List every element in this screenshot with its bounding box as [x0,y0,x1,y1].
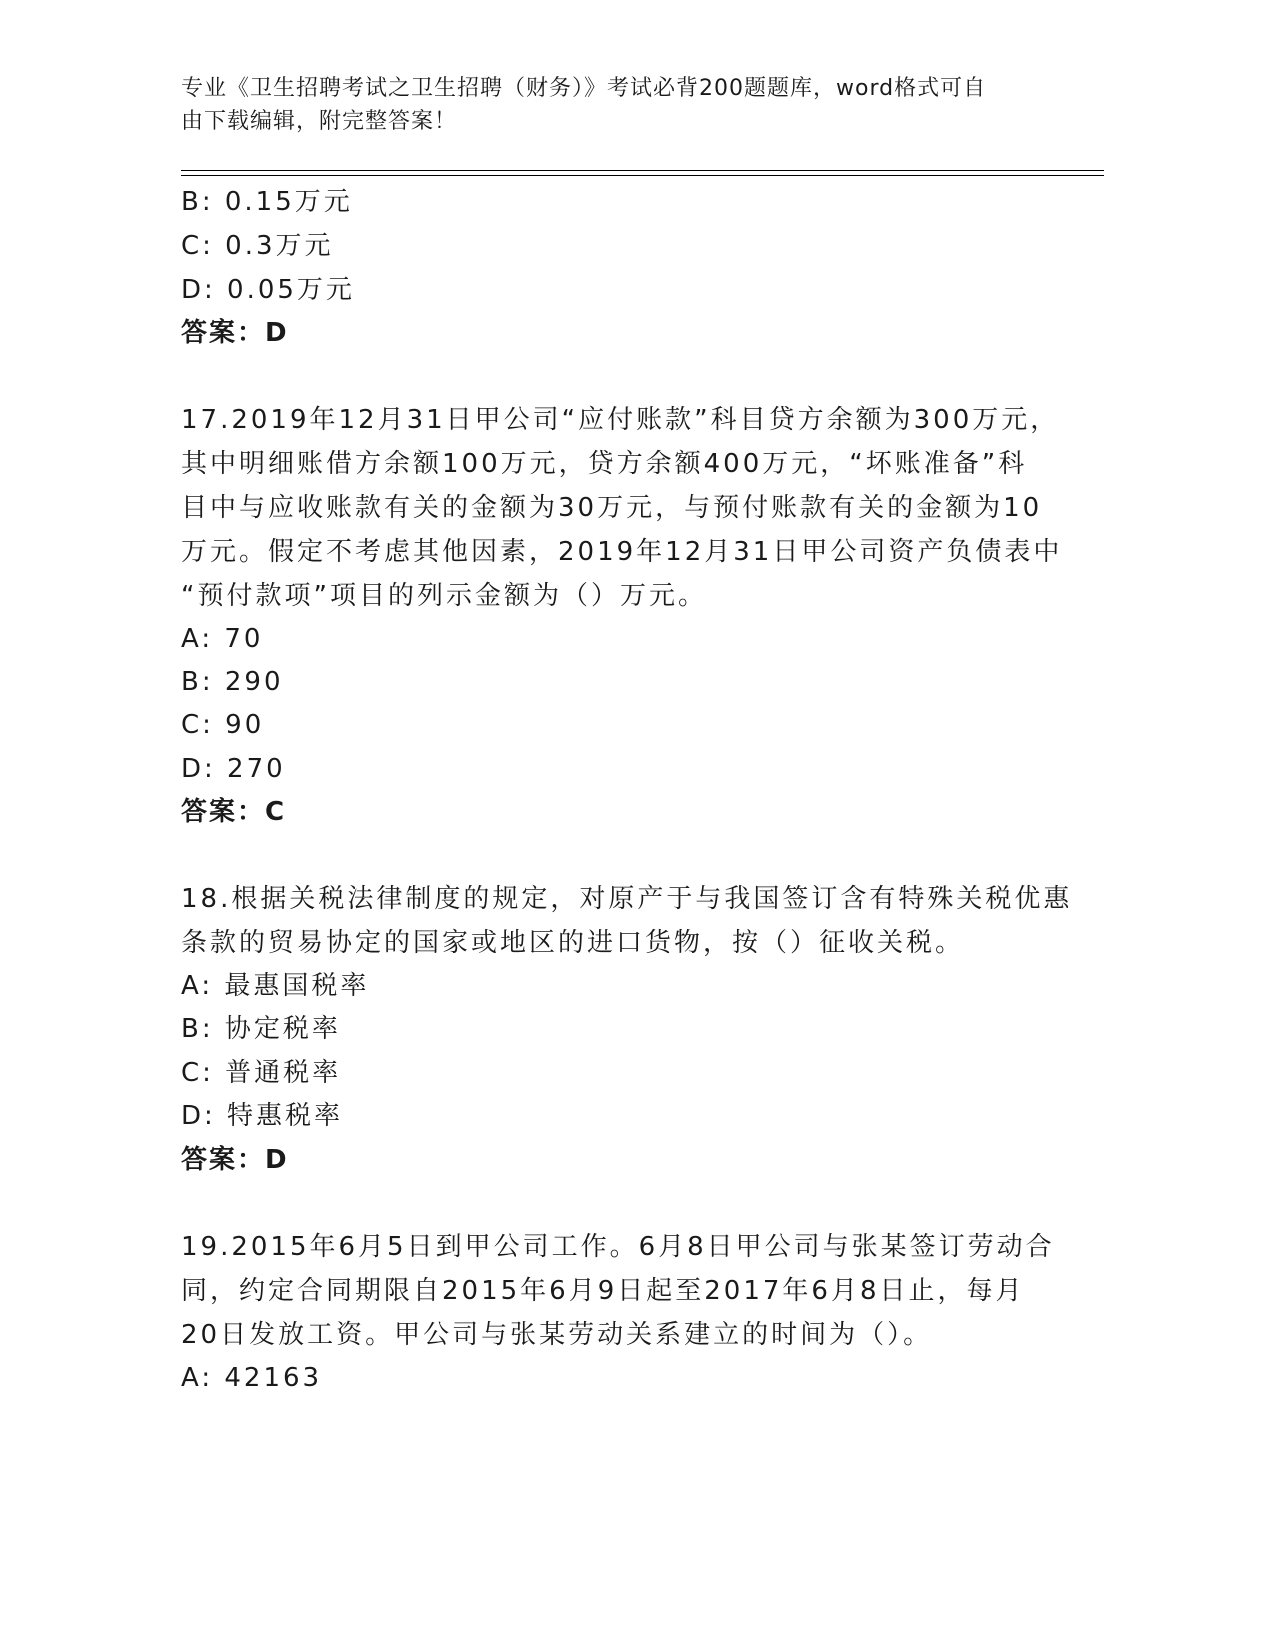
q17-option-b: B: 290 [181,667,284,697]
header-rule-top [181,170,1104,171]
q18-question [181,877,1073,965]
q17-line-2: 其中明细账借方余额100万元，贷方余额400万元，“坏账准备”科 [181,449,1028,479]
q19-line-1: 19.2015年6月5日到甲公司工作。6月8日甲公司与张某签订劳动合 [181,1232,1055,1262]
q18-option-b: B: 协定税率 [181,1014,341,1044]
q17-line-1: 17.2019年12月31日甲公司“应付账款”科目贷方余额为300万元， [181,405,1060,435]
document-header [181,72,1081,138]
q18-line-1: 18.根据关税法律制度的规定，对原产于与我国签订含有特殊关税优惠 [181,884,1073,914]
q18-line-2: 条款的贸易协定的国家或地区的进口货物，按（）征收关税。 [181,928,965,958]
q16-option-b: B: 0.15万元 [181,187,353,217]
q17-line-3: 目中与应收账款有关的金额为30万元，与预付账款有关的金额为10 [181,493,1043,523]
q18-option-a: A: 最惠国税率 [181,971,370,1001]
q19-line-3: 20日发放工资。甲公司与张某劳动关系建立的时间为（）。 [181,1320,933,1350]
header-title-line-2: 由下载编辑，附完整答案！ [181,109,458,134]
q18-option-d: D: 特惠税率 [181,1101,344,1131]
header-rule-bottom [181,175,1104,176]
q17-line-4: 万元。假定不考虑其他因素，2019年12月31日甲公司资产负债表中 [181,537,1063,567]
q18-answer: 答案：D [181,1145,289,1175]
q17-line-5: “预付款项”项目的列示金额为（）万元。 [181,581,707,611]
header-title-line-1: 专业《卫生招聘考试之卫生招聘（财务）》考试必背200题题库，word格式可自 [181,76,987,101]
q16-option-c: C: 0.3万元 [181,231,334,261]
q16-option-d: D: 0.05万元 [181,275,355,305]
q16-answer: 答案：D [181,318,289,348]
q18-option-c: C: 普通税率 [181,1058,342,1088]
q19-question [181,1225,1055,1357]
q19-option-a: A: 42163 [181,1363,323,1393]
q17-question [181,398,1063,618]
q17-option-a: A: 70 [181,624,264,654]
q17-option-d: D: 270 [181,754,286,784]
q17-option-c: C: 90 [181,710,265,740]
q17-answer: 答案：C [181,797,287,827]
q19-line-2: 同，约定合同期限自2015年6月9日起至2017年6月8日止，每月 [181,1276,1025,1306]
